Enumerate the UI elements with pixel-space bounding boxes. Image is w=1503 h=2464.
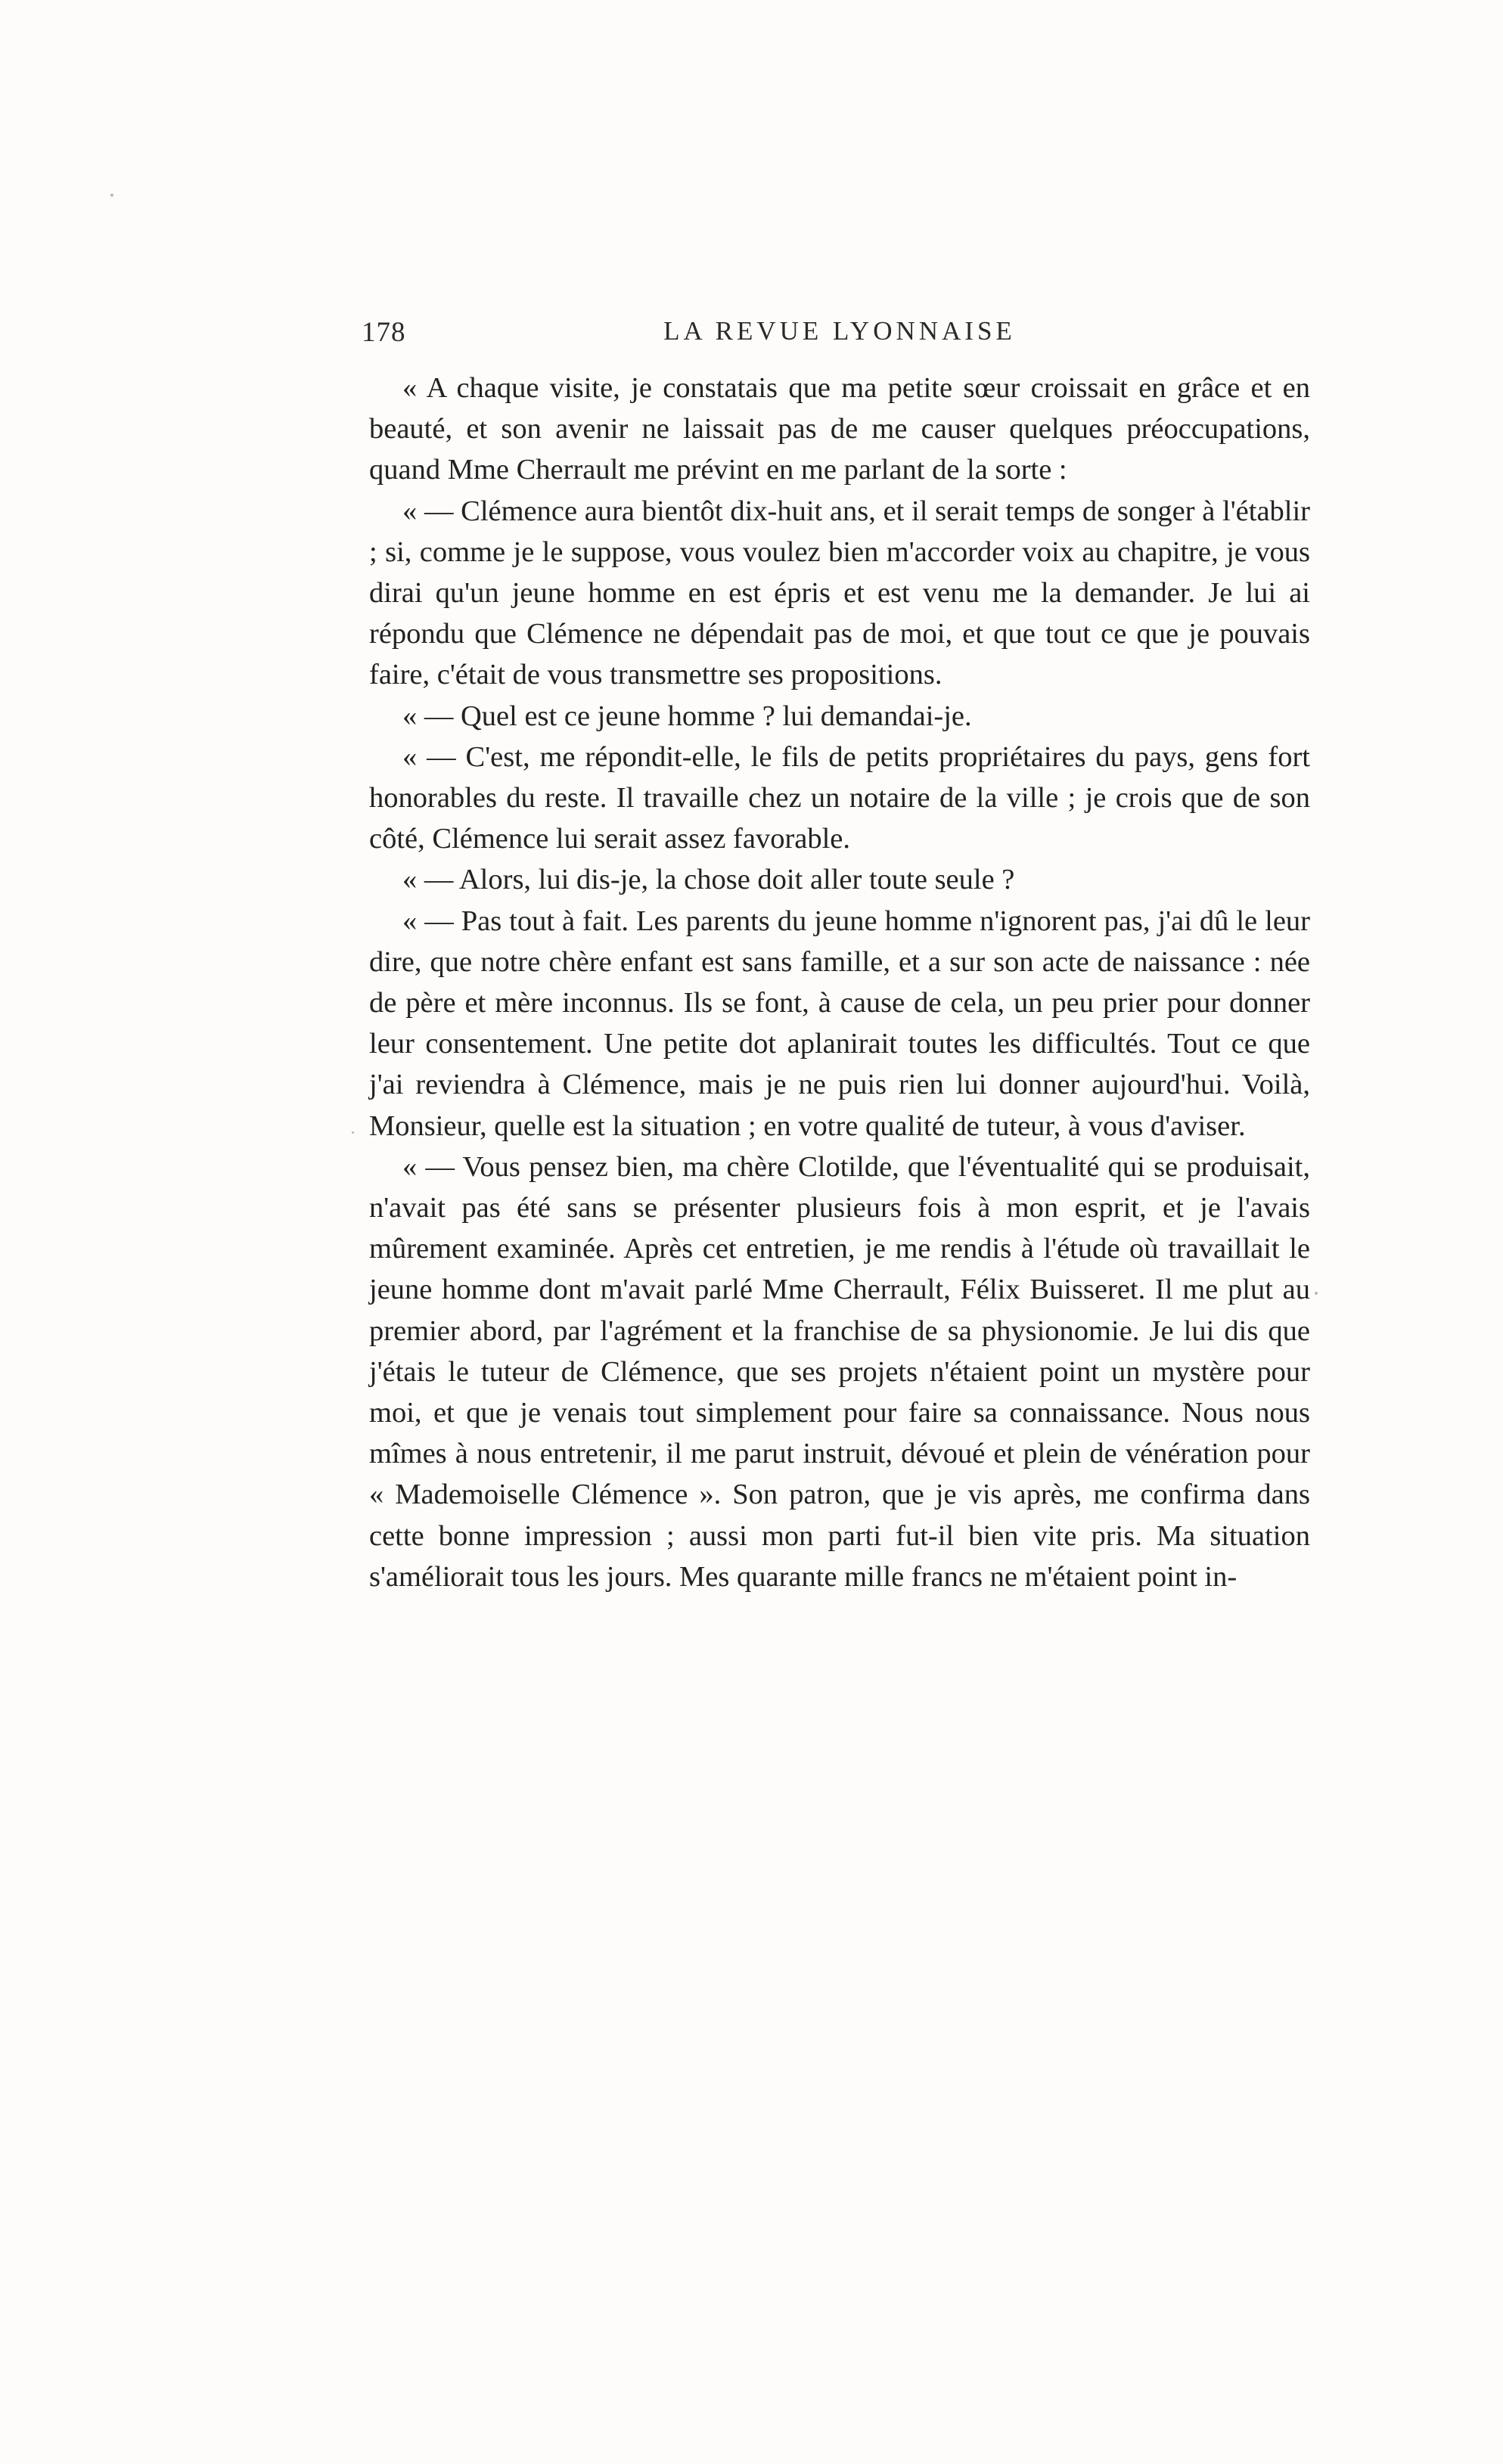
paper-speck <box>110 194 113 197</box>
paper-speck <box>352 1131 354 1134</box>
paragraph: « — Quel est ce jeune homme ? lui demandai-je. <box>402 700 972 732</box>
paragraph: « — Vous pensez bien, ma chère Clotilde, que l'éventualité qui se produisait, n'avait pas été sans se présenter plusieurs fois à mon esprit, et je l'avais mûrement examinée. Après cet entretien, je me rendis à l'étude où travaillait le jeune homme dont m'avait parlé Mme Cherrault, Félix Buisseret. Il me plut au premier abord, par l'agrément et la franchise de sa physionomie. Je lui dis que j'étais le tuteur de Clémence, que ses projets n'étaient point un mystère pour moi, et que je venais tout simplement pour faire sa connaissance. Nous nous mîmes à nous entretenir, il me parut instruit, dévoué et plein de vénération pour « Mademoiselle Clémence ». Son patron, que je vis après, me confirma dans cette bonne impression ; aussi mon parti fut-il bien vite pris. Ma situation s'améliorait tous les jours. Mes quarante mille francs ne m'étaient point in- <box>369 1150 1310 1593</box>
paragraph: « — Clémence aura bientôt dix-huit ans, et il serait temps de songer à l'établir ; si, comme je le suppose, vous voulez bien m'accorder voix au chapitre, je vous dirai qu'un jeune homme en est épris et est venu me la demander. Je lui ai répondu que Clémence ne dépendait pas de moi, et que tout ce que je pouvais faire, c'était de vous transmettre ses propositions. <box>369 495 1310 691</box>
paragraph: « — C'est, me répondit-elle, le fils de petits propriétaires du pays, gens fort honorables du reste. Il travaille chez un notaire de la ville ; je crois que de son côté, Clémence lui serait assez favorable. <box>369 740 1310 855</box>
page-number: 178 <box>362 317 406 348</box>
paper-speck <box>1315 1292 1318 1295</box>
paragraph: « A chaque visite, je constatais que ma petite sœur croissait en grâce et en beauté, et son avenir ne laissait pas de me causer quelques préoccupations, quand Mme Cherrault me prévint en me parlant de la sorte : <box>369 372 1310 486</box>
paragraph: « — Pas tout à fait. Les parents du jeune homme n'ignorent pas, j'ai dû le leur dire, que notre chère enfant est sans famille, et a sur son acte de naissance : née de père et mère inconnus. Ils se font, à cause de cela, un peu prier pour donner leur consentement. Une petite dot aplanirait toutes les difficultés. Tout ce que j'ai reviendra à Clémence, mais je ne puis rien lui donner aujourd'hui. Voilà, Monsieur, quelle est la situation ; en votre qualité de tuteur, à vous d'aviser. <box>369 905 1310 1142</box>
page-header <box>362 316 1318 362</box>
body-text <box>369 368 1310 1597</box>
paragraph: « — Alors, lui dis-je, la chose doit aller toute seule ? <box>402 864 1015 896</box>
running-title: LA REVUE LYONNAISE <box>663 316 1016 346</box>
